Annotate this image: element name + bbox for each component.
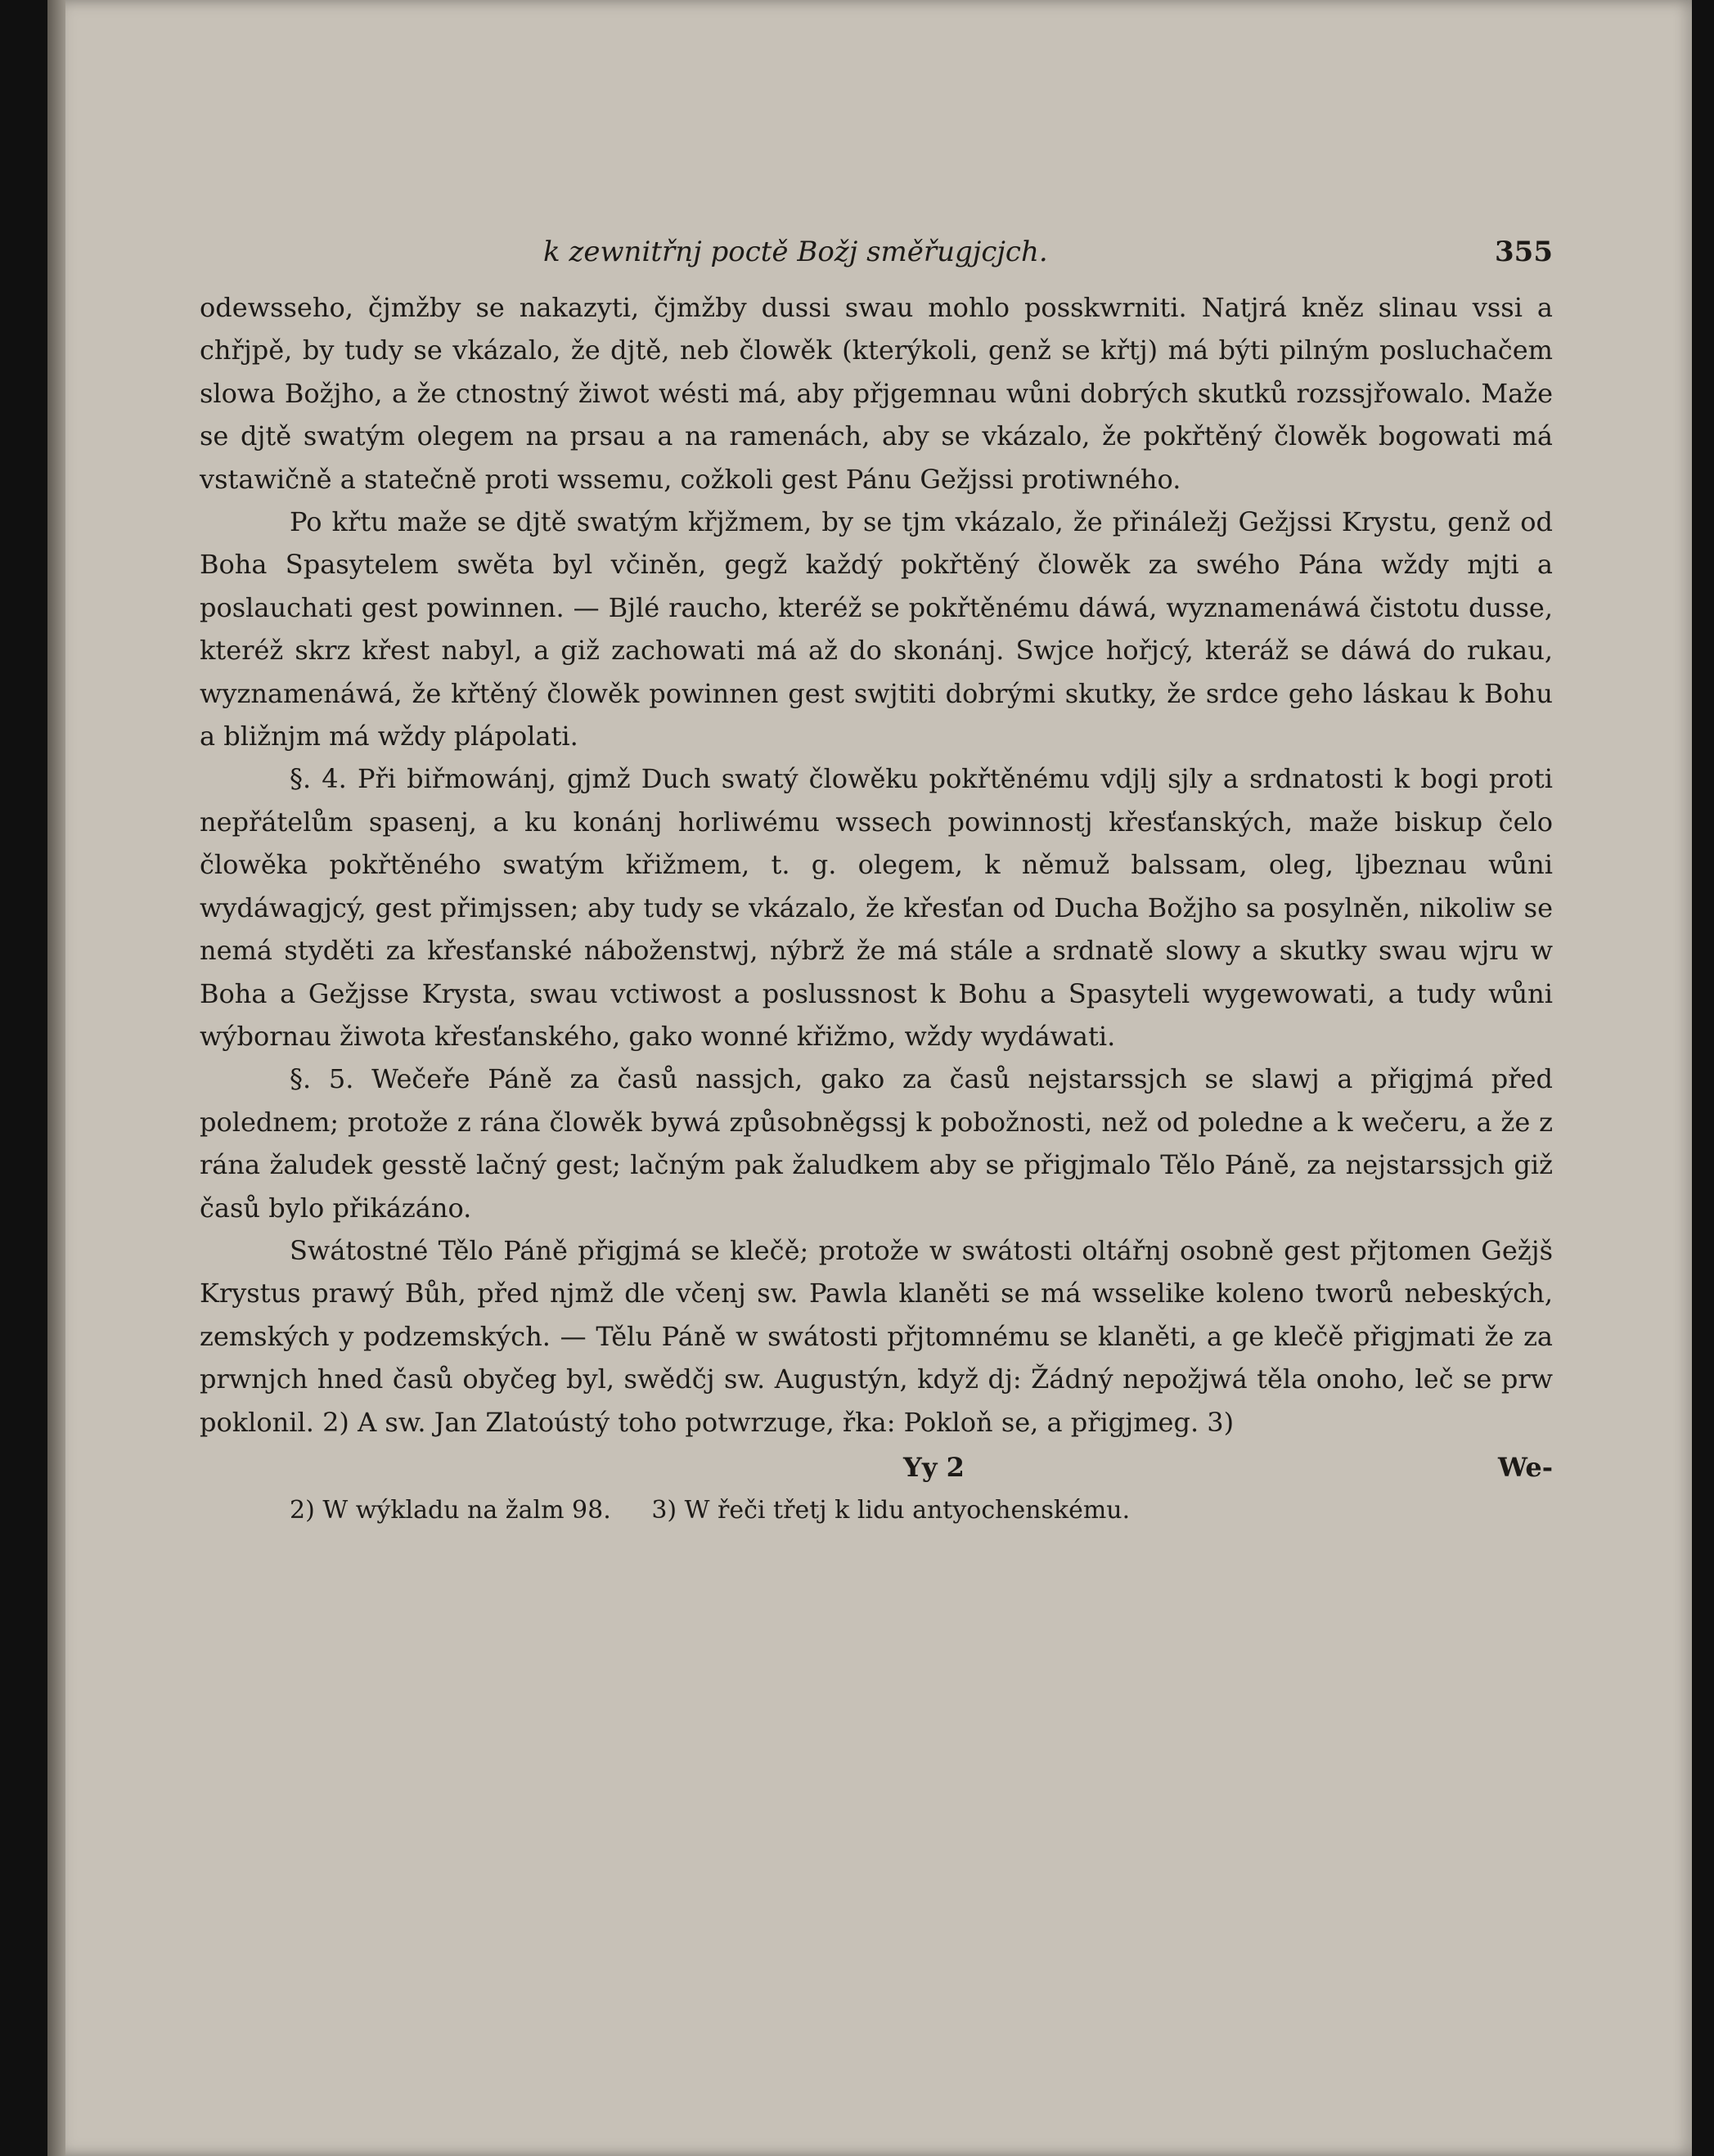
catchword: We- xyxy=(1498,1451,1553,1483)
running-title: k zewnitřnj poctě Božj směřugjcjch. xyxy=(543,236,1048,268)
paragraph: §. 4. Při biřmowánj, gjmž Duch swatý člowěku pokřtěnému vdjlj sjly a srdnatosti k bogi proti nepřátelům spasenj, a ku konánj horliwému wssech powinnostj křesťanských, maže biskup čelo člowěka pokřtěného swatým křižmem, t. g. olegem, k němuž balssam, oleg, ljbeznau wůni wydáwagjcý, gest přimjssen; aby tudy se vkázalo, že křesťan od Ducha Božjho sa posylněn, nikoliw se nemá styděti za křesťanské náboženstwj, nýbrž že má stále a srdnatě slowy a skutky swau wjru w Boha a Gežjsse Krysta, swau vctiwost a poslussnost k Bohu a Spasyteli wygewowati, a tudy wůni wýbornau žiwota křesťanského, gako wonné křižmo, wždy wydáwati. xyxy=(200,763,1553,1052)
page-footer xyxy=(200,1447,1553,1489)
footnote: 2) W wýkladu na žalm 98. xyxy=(290,1495,611,1525)
signature-mark: Yy 2 xyxy=(903,1451,965,1483)
book-spine-shadow xyxy=(47,0,65,2156)
running-header xyxy=(200,221,1553,286)
page-body xyxy=(200,286,1553,1444)
page-number: 355 xyxy=(1495,236,1553,268)
paragraph: Swátostné Tělo Páně přigjmá se klečě; protože w swátosti oltářnj osobně gest přjtomen Gežjš Krystus prawý Bůh, před njmž dle včenj sw. Pawla klaněti se má wsselike koleno tworů nebeských, zemských y podzemských. — Tělu Páně w swátosti přjtomnému se klaněti, a ge klečě přigjmati že za prwnjch hned časů obyčeg byl, swědčj sw. Augustýn, když dj: Žádný nepožjwá těla onoho, leč se prw poklonil. 2) A sw. Jan Zlatoústý toho potwrzuge, řka: Pokloň se, a přigjmeg. 3) xyxy=(200,1234,1553,1438)
paragraph: §. 5. Wečeře Páně za časů nassjch, gako za časů nejstarssjch se slawj a přigjmá před polednem; protože z rána člowěk bywá způsobněgssj k pobožnosti, než od poledne a k wečeru, a že z rána žaludek gesstě lačný gest; lačným pak žaludkem aby se přigjmalo Tělo Páně, za nejstarssjch giž časů bylo přikázáno. xyxy=(200,1063,1553,1224)
text-block xyxy=(200,221,1553,1525)
footnote: 3) W řeči třetj k lidu antyochenskému. xyxy=(651,1495,1131,1525)
paragraph: Po křtu maže se djtě swatým křjžmem, by se tjm vkázalo, že přináležj Gežjssi Krystu, genž od Boha Spasytelem swěta byl včiněn, gegž každý pokřtěný člowěk za swého Pána wždy mjti a poslauchati gest powinnen. — Bjlé raucho, kteréž se pokřtěnému dáwá, wyznamenáwá čistotu dusse, kteréž skrz křest nabyl, a giž zachowati má až do skonánj. Swjce hořjcý, kteráž se dáwá do rukau, wyznamenáwá, že křtěný člowěk powinnen gest swjtiti dobrými skutky, že srdce geho láskau k Bohu a bližnjm má wždy plápolati. xyxy=(200,506,1553,752)
footnotes xyxy=(200,1496,1553,1525)
book-page xyxy=(47,0,1692,2156)
paragraph: odewsseho, čjmžby se nakazyti, čjmžby dussi swau mohlo posskwrniti. Natjrá kněz slinau vssi a chřjpě, by tudy se vkázalo, že djtě, neb člowěk (kterýkoli, genž se křtj) má býti pilným posluchačem slowa Božjho, a že ctnostný žiwot wésti má, aby přjgemnau wůni dobrých skutků rozssjřowalo. Maže se djtě swatým olegem na prsau a na ramenách, aby se vkázalo, že pokřtěný člowěk bogowati má vstawičně a statečně proti wssemu, cožkoli gest Pánu Gežjssi protiwného. xyxy=(200,292,1553,495)
